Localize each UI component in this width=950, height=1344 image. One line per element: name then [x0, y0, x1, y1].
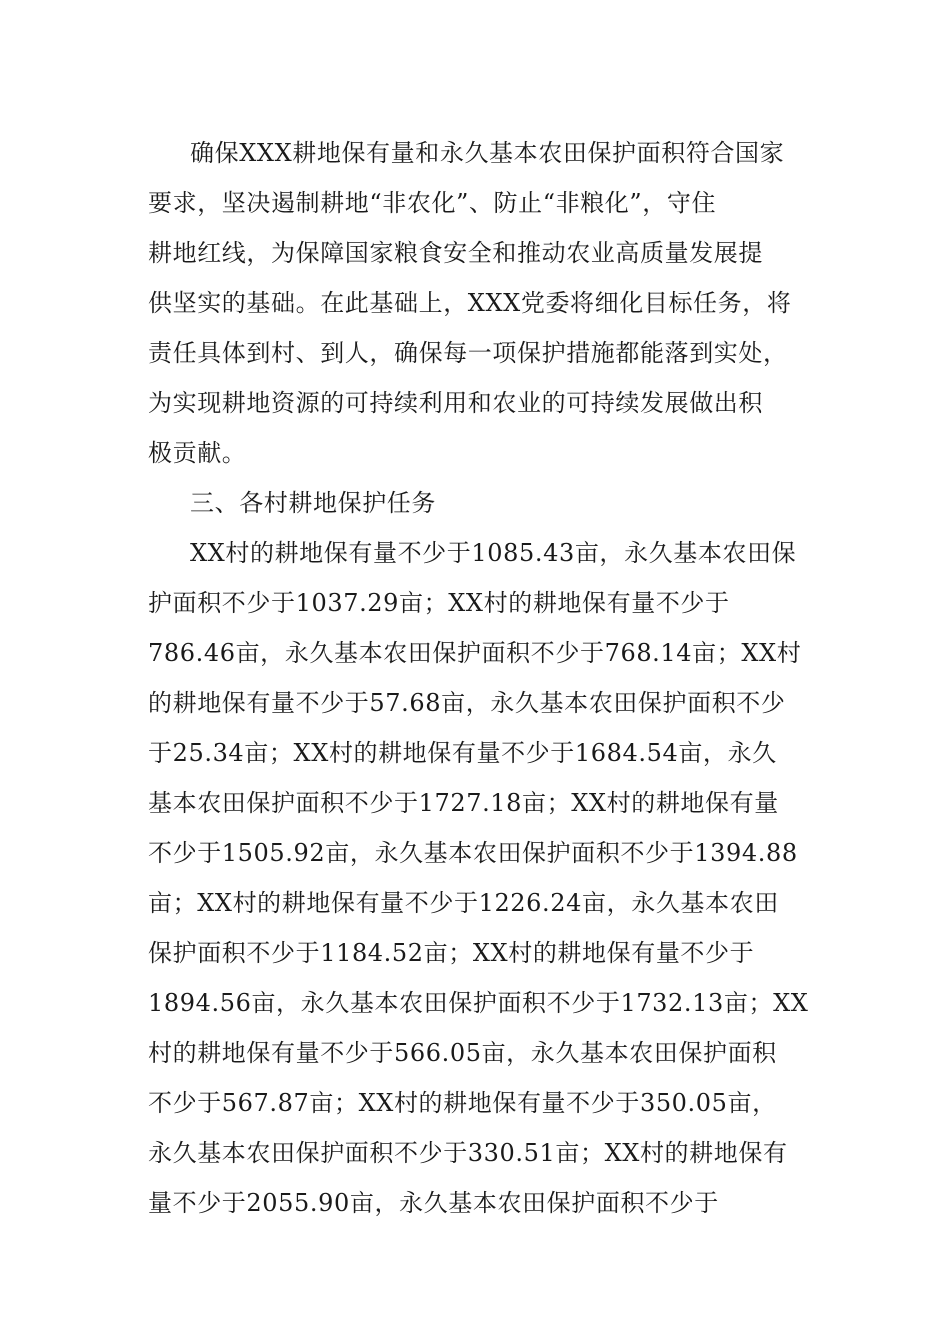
paragraph-line: 亩；XX村的耕地保有量不少于1226.24亩，永久基本农田: [148, 889, 779, 917]
paragraph-line: 量不少于2055.90亩，永久基本农田保护面积不少于: [148, 1189, 719, 1217]
paragraph-line: XX村的耕地保有量不少于1085.43亩，永久基本农田保: [190, 539, 797, 567]
paragraph-line: 基本农田保护面积不少于1727.18亩；XX村的耕地保有量: [148, 789, 779, 817]
document-body: [148, 128, 808, 1228]
paragraph-line: 村的耕地保有量不少于566.05亩，永久基本农田保护面积: [148, 1039, 777, 1067]
paragraph-line: 于25.34亩；XX村的耕地保有量不少于1684.54亩，永久: [148, 739, 777, 767]
paragraph-line: 不少于567.87亩；XX村的耕地保有量不少于350.05亩，: [148, 1089, 777, 1117]
paragraph-line: 护面积不少于1037.29亩；XX村的耕地保有量不少于: [148, 589, 730, 617]
paragraph-line: 确保XXX耕地保有量和永久基本农田保护面积符合国家: [190, 139, 785, 167]
paragraph-line: 要求，坚决遏制耕地“非农化”、防止“非粮化”，守住: [148, 189, 717, 217]
paragraph-line: 为实现耕地资源的可持续利用和农业的可持续发展做出积: [148, 389, 763, 417]
paragraph-line: 永久基本农田保护面积不少于330.51亩；XX村的耕地保有: [148, 1139, 788, 1167]
paragraph-line: 的耕地保有量不少于57.68亩，永久基本农田保护面积不少: [148, 689, 786, 717]
paragraph-line: 1894.56亩，永久基本农田保护面积不少于1732.13亩；XX: [148, 989, 809, 1017]
paragraph-line: 786.46亩，永久基本农田保护面积不少于768.14亩；XX村: [148, 639, 802, 667]
paragraph-village-tasks: [148, 528, 808, 1228]
paragraph-line: 极贡献。: [148, 439, 247, 467]
paragraph-line: 耕地红线，为保障国家粮食安全和推动农业高质量发展提: [148, 239, 763, 267]
section-heading: 三、各村耕地保护任务: [190, 489, 436, 517]
paragraph-line: 供坚实的基础。在此基础上，XXX党委将细化目标任务，将: [148, 289, 792, 317]
paragraph-line: 责任具体到村、到人，确保每一项保护措施都能落到实处，: [148, 339, 788, 367]
paragraph-line: 不少于1505.92亩，永久基本农田保护面积不少于1394.88: [148, 839, 798, 867]
paragraph-goal: [148, 128, 808, 478]
paragraph-line: 保护面积不少于1184.52亩；XX村的耕地保有量不少于: [148, 939, 755, 967]
